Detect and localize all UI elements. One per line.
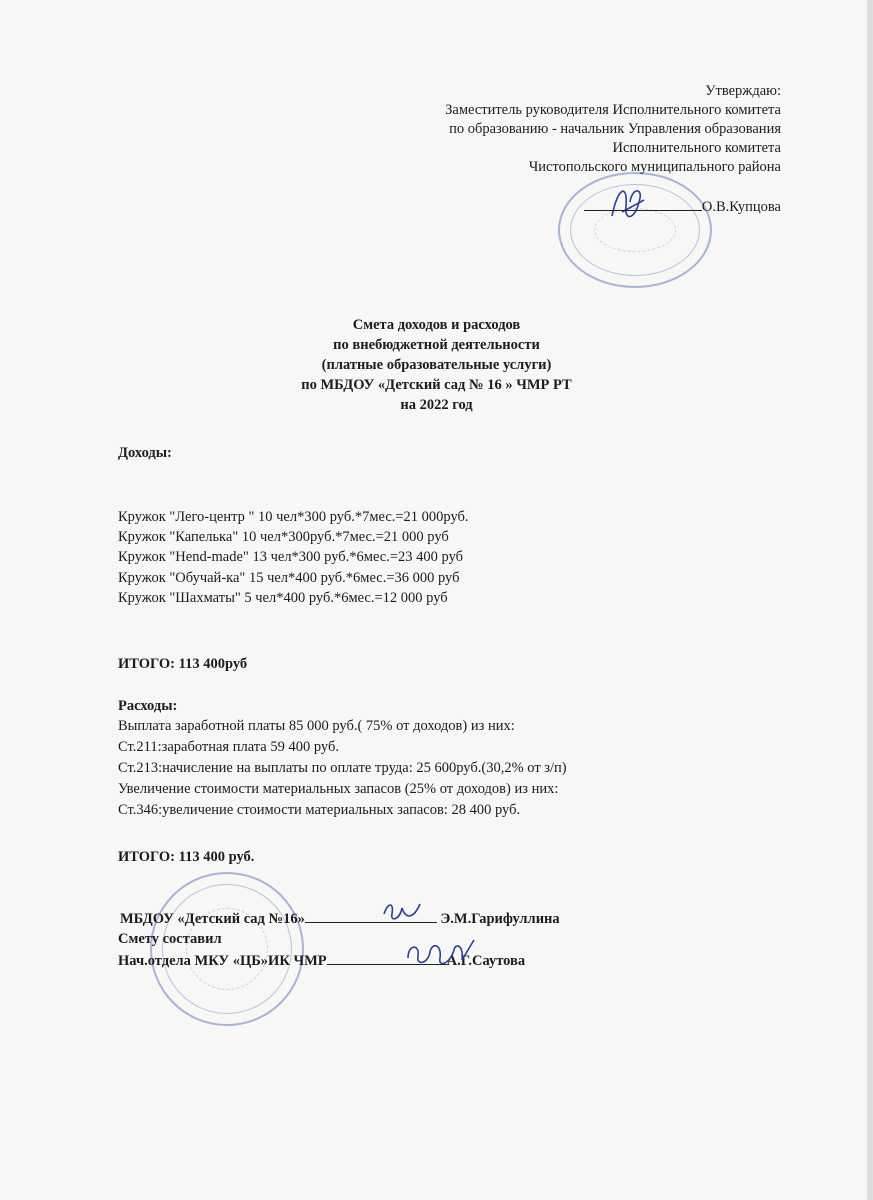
- income-item: Кружок "Обучай-ка" 15 чел*400 руб.*6мес.=36 000 руб: [118, 570, 460, 586]
- expenses-label: Расходы:: [118, 698, 178, 714]
- income-item: Кружок "Капелька" 10 чел*300руб.*7мес.=21 000 руб: [118, 529, 449, 545]
- approval-title: Утверждаю:: [705, 83, 781, 99]
- approval-signature-line: [584, 196, 781, 216]
- income-item: Кружок "Шахматы" 5 чел*400 руб.*6мес.=12 000 руб: [118, 590, 448, 606]
- expense-item: Выплата заработной платы 85 000 руб.( 75% от доходов) из них:: [118, 718, 515, 734]
- approval-line: Заместитель руководителя Исполнительного комитета: [445, 102, 781, 118]
- expense-item: Ст.211:заработная плата 59 400 руб.: [118, 739, 339, 755]
- income-item: Кружок "Лего-центр " 10 чел*300 руб.*7мес.=21 000руб.: [118, 509, 469, 525]
- document-title: Смета доходов и расходов: [352, 317, 521, 333]
- accountant-signature: [402, 934, 482, 974]
- expenses-total: ИТОГО: 113 400 руб.: [118, 849, 255, 865]
- income-item: Кружок "Hend-made" 13 чел*300 руб.*6мес.=23 400 руб: [118, 549, 464, 565]
- income-total: ИТОГО: 113 400руб: [118, 656, 248, 672]
- document-year: на 2022 год: [400, 397, 473, 413]
- signature-blank: [584, 196, 702, 211]
- document-subtitle: по внебюджетной деятельности: [333, 337, 540, 353]
- department-name: Нач.отдела МКУ «ЦБ»ИК ЧМР: [118, 953, 327, 969]
- head-signature-line: [120, 908, 560, 928]
- page-edge: [867, 0, 873, 1200]
- expense-item: Ст.213:начисление на выплаты по оплате труда: 25 600руб.(30,2% от з/п): [118, 760, 567, 776]
- document-subtitle: (платные образовательные услуги): [321, 357, 552, 373]
- organization-stamp: [150, 872, 304, 1026]
- expense-item: Увеличение стоимости материальных запасов (25% от доходов) из них:: [118, 781, 559, 797]
- head-name: Э.М.Гарифуллина: [440, 911, 560, 927]
- income-label: Доходы:: [118, 445, 172, 461]
- expense-item: Ст.346:увеличение стоимости материальных запасов: 28 400 руб.: [118, 802, 521, 818]
- approval-line: по образованию - начальник Управления образования: [449, 121, 781, 137]
- head-signature: [380, 896, 430, 926]
- approval-signatory: О.В.Купцова: [701, 199, 781, 215]
- document-subtitle: по МБДОУ «Детский сад № 16 » ЧМР РТ: [301, 377, 572, 393]
- accountant-name: А.Г.Саутова: [446, 953, 526, 969]
- organization-name: МБДОУ «Детский сад №16»: [120, 911, 305, 927]
- approval-line: Чистопольского муниципального района: [528, 159, 781, 175]
- compiled-by-label: Смету составил: [118, 931, 222, 947]
- approval-line: Исполнительного комитета: [612, 140, 781, 156]
